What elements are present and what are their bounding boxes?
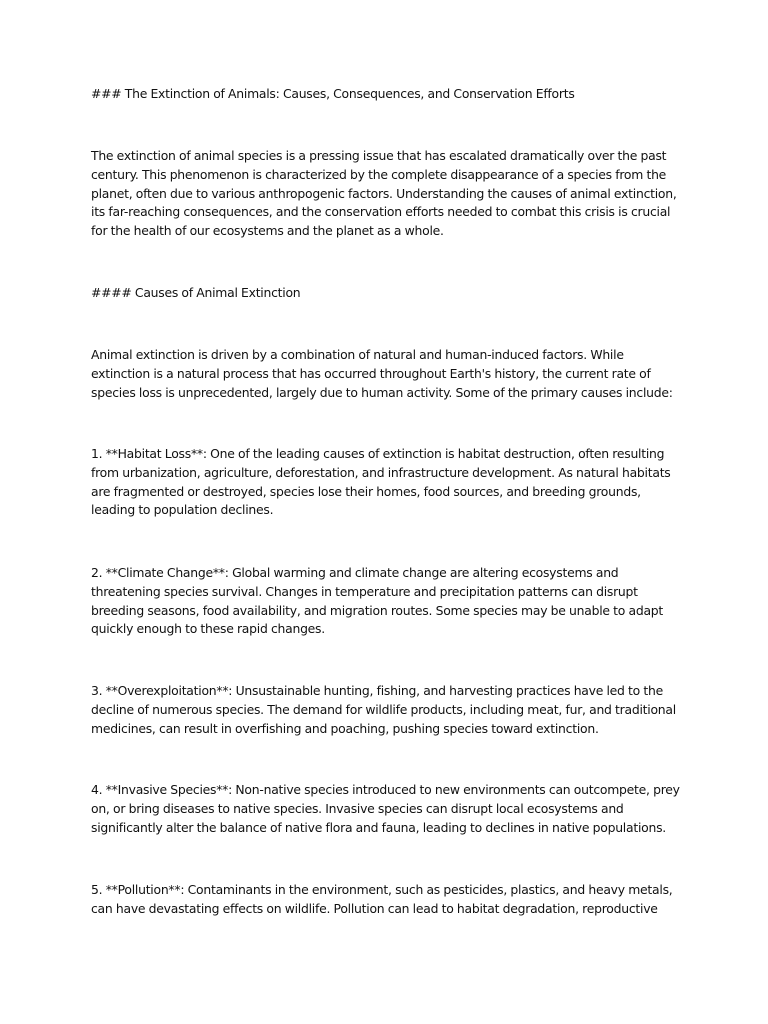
list-item-pollution: 5. **Pollution**: Contaminants in the environment, such as pesticides, plastics, and heavy metals, can have devastating effects on wildlife. Pollution can lead to habitat degradation, reproductive — [91, 882, 673, 916]
document-title: ### The Extinction of Animals: Causes, Consequences, and Conservation Efforts — [91, 86, 575, 101]
list-item-habitat-loss: 1. **Habitat Loss**: One of the leading causes of extinction is habitat destruction, often resulting from urbanization, agriculture, deforestation, and infrastructure development. As natural habitats are fragmented or destroyed, species lose their homes, food sources, and breeding grounds, leading to population declines. — [91, 446, 671, 518]
list-item-invasive-species: 4. **Invasive Species**: Non-native species introduced to new environments can outcompete, prey on, or bring diseases to native species. Invasive species can disrupt local ecosystems and significantly alter the balance of native flora and fauna, leading to declines in native populations. — [91, 782, 680, 835]
intro-paragraph: The extinction of animal species is a pressing issue that has escalated dramatically over the past century. This phenomenon is characterized by the complete disappearance of a species from the planet, often due to various anthropogenic factors. Understanding the causes of animal extinction, its far-reaching consequences, and the conservation efforts needed to combat this crisis is crucial for the health of our ecosystems and the planet as a whole. — [91, 148, 677, 239]
section-heading: #### Causes of Animal Extinction — [91, 285, 301, 300]
list-item-climate-change: 2. **Climate Change**: Global warming and climate change are altering ecosystems and threatening species survival. Changes in temperature and precipitation patterns can disrupt breeding seasons, food availability, and migration routes. Some species may be unable to adapt quickly enough to these rapid changes. — [91, 565, 664, 637]
section-intro-paragraph: Animal extinction is driven by a combination of natural and human-induced factors. While extinction is a natural process that has occurred throughout Earth's history, the current rate of species loss is unprecedented, largely due to human activity. Some of the primary causes include: — [91, 347, 673, 400]
list-item-overexploitation: 3. **Overexploitation**: Unsustainable hunting, fishing, and harvesting practices have led to the decline of numerous species. The demand for wildlife products, including meat, fur, and traditional medicines, can result in overfishing and poaching, pushing species toward extinction. — [91, 683, 676, 736]
